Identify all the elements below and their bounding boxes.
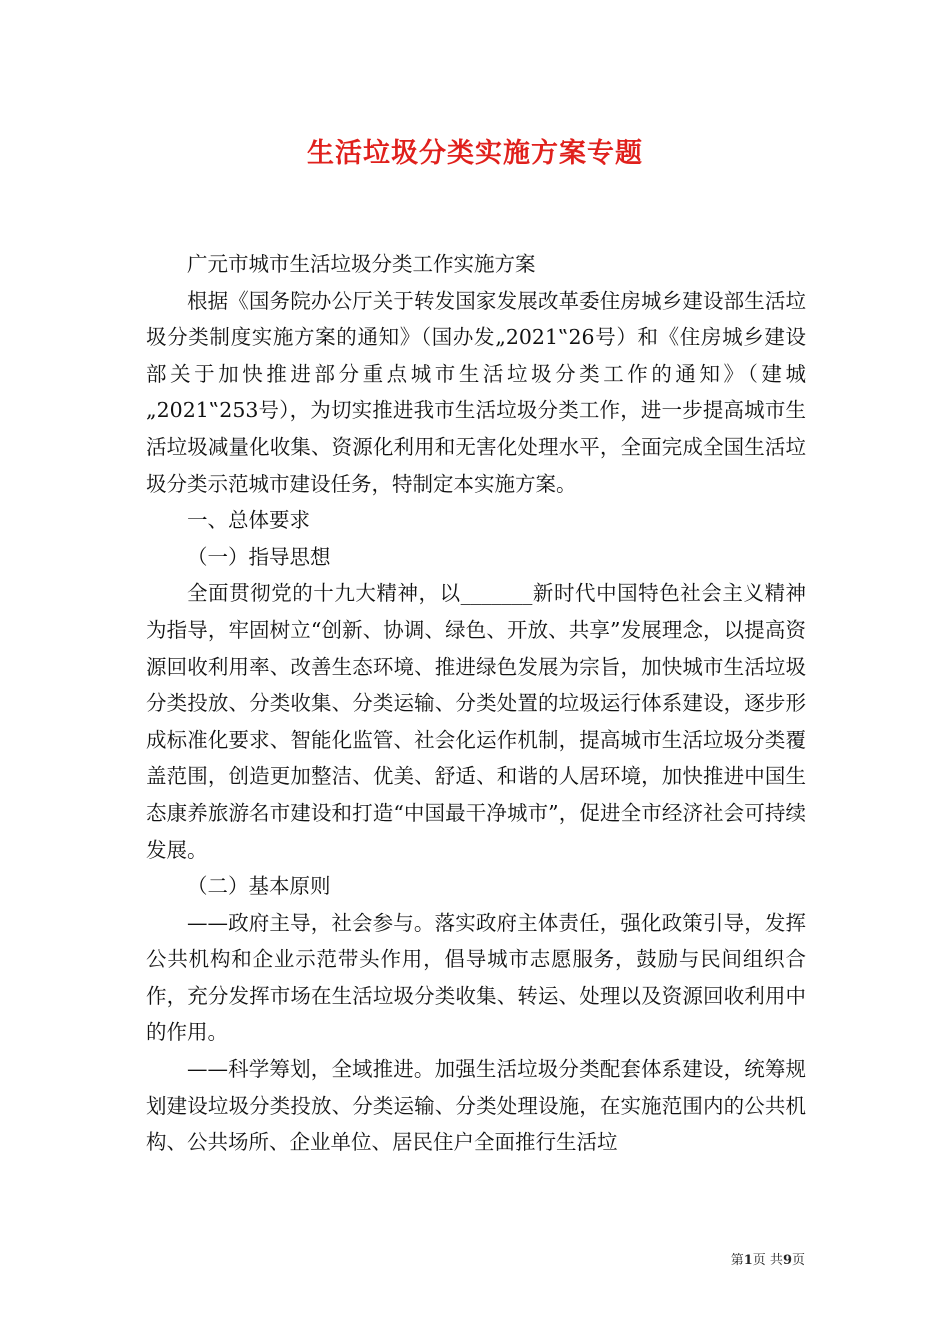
page-footer bbox=[731, 1249, 805, 1268]
paragraph-principle-government: ——政府主导，社会参与。落实政府主体责任，强化政策引导，发挥公共机构和企业示范带头作用，倡导城市志愿服务，鼓励与民间组织合作，充分发挥市场在生活垃圾分类收集、转运、处理以及资源回收利用中的作用。 bbox=[146, 910, 806, 1045]
paragraph-subtitle: 广元市城市生活垃圾分类工作实施方案 bbox=[187, 252, 536, 276]
heading-general-requirements: 一、总体要求 bbox=[187, 508, 310, 533]
footer-prefix: 第 bbox=[730, 1253, 744, 1268]
footer-middle: 页 共 bbox=[752, 1253, 783, 1268]
footer-page-number: 1 bbox=[743, 1253, 753, 1268]
paragraph-guiding-ideology: 全面贯彻党的十九大精神，以_______新时代中国特色社会主义精神为指导，牢固树立“创新、协调、绿色、开放、共享”发展理念，以提高资源回收利用率、改善生态环境、推进绿色发展为宗旨，加快城市生活垃圾分类投放、分类收集、分类运输、分类处置的垃圾运行体系建设，逐步形成标准化要求、智能化监管、社会化运作机制，提高城市生活垃圾分类覆盖范围，创造更加整洁、优美、舒适、和谐的人居环境，加快推进中国生态康养旅游名市建设和打造“中国最干净城市”，促进全市经济社会可持续发展。 bbox=[146, 581, 806, 862]
footer-total-pages: 9 bbox=[782, 1253, 792, 1268]
footer-suffix: 页 bbox=[791, 1253, 805, 1268]
heading-guiding-ideology: （一）指导思想 bbox=[187, 544, 331, 569]
heading-basic-principles: （二）基本原则 bbox=[187, 874, 331, 899]
document-title: 生活垃圾分类实施方案专题 bbox=[307, 138, 643, 169]
paragraph-principle-planning: ——科学筹划，全域推进。加强生活垃圾分类配套体系建设，统筹规划建设垃圾分类投放、分类运输、分类处理设施，在实施范围内的公共机构、公共场所、企业单位、居民住户全面推行生活垃 bbox=[146, 1057, 806, 1155]
document-body bbox=[146, 246, 806, 1161]
paragraph-intro: 根据《国务院办公厅关于转发国家发展改革委住房城乡建设部生活垃圾分类制度实施方案的通知》（国办发„2021‟26号）和《住房城乡建设部关于加快推进部分重点城市生活垃圾分类工作的通知》（建城„2021‟253号），为切实推进我市生活垃圾分类工作，进一步提高城市生活垃圾减量化收集、资源化利用和无害化处理水平，全面完成全国生活垃圾分类示范城市建设任务，特制定本实施方案。 bbox=[146, 288, 806, 496]
